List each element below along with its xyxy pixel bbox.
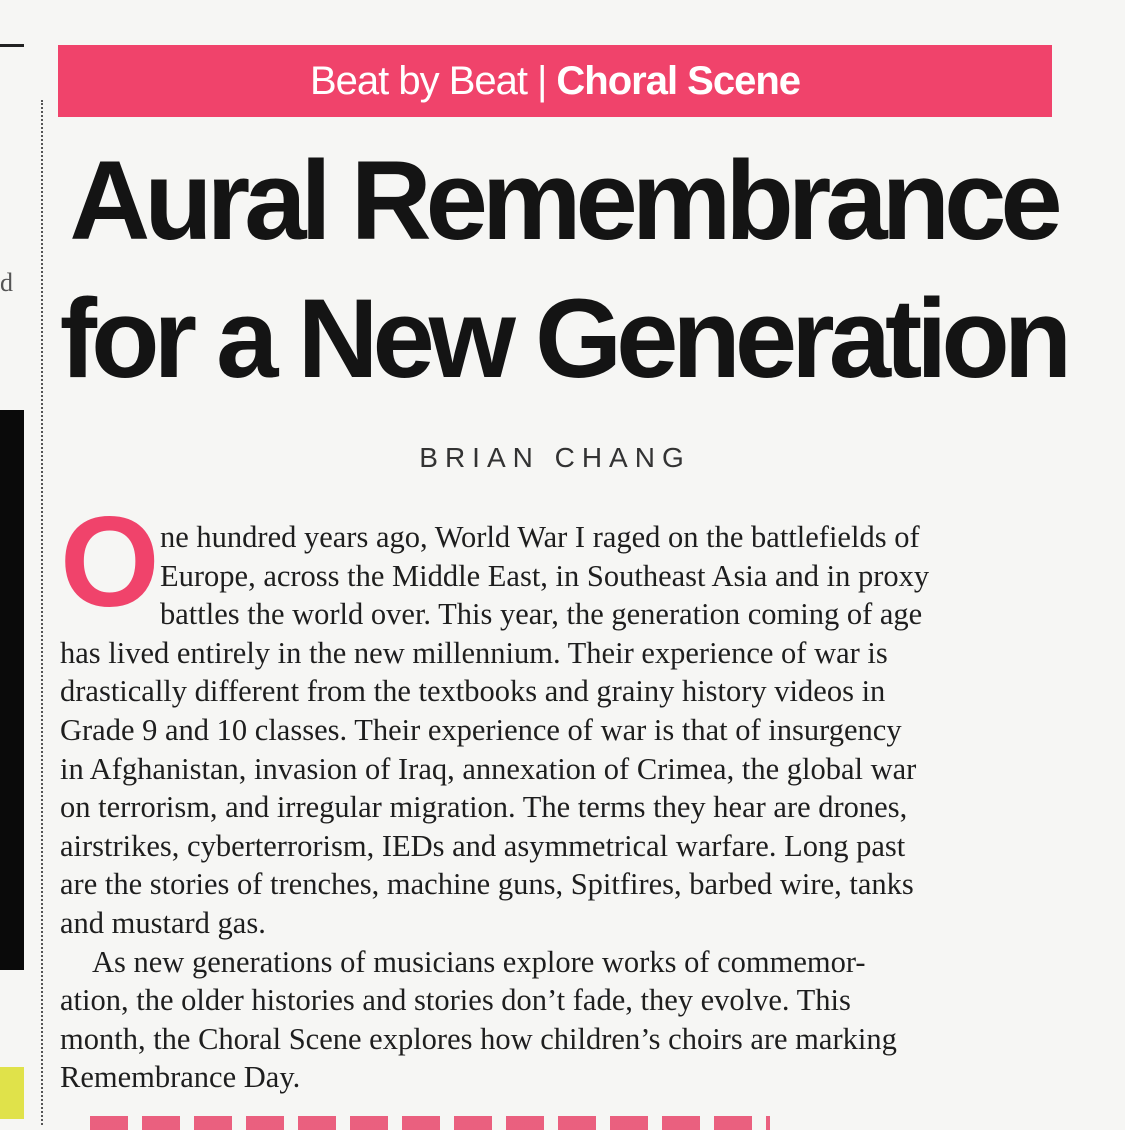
- drop-cap: O: [60, 491, 160, 634]
- body-line: ne hundred years ago, World War I raged on the battlefields of: [160, 520, 920, 554]
- body-line: airstrikes, cyberterrorism, IEDs and asymmetrical warfare. Long past: [60, 828, 906, 863]
- truncated-subheading: [90, 1116, 770, 1130]
- headline-line-1: Aural Remembrance: [69, 138, 1057, 263]
- column-divider: [41, 100, 43, 1125]
- body-line: Grade 9 and 10 classes. Their experience of war is that of insurgency: [60, 712, 902, 747]
- body-line: are the stories of trenches, machine guns, Spitfires, barbed wire, tanks: [60, 867, 914, 902]
- body-line: drastically different from the textbooks and grainy history videos in: [60, 674, 886, 709]
- headline: [58, 132, 1068, 408]
- column-rule: [0, 44, 24, 47]
- body-line: has lived entirely in the new millennium. Their experience of war is: [60, 635, 888, 670]
- body-line: Europe, across the Middle East, in Southeast Asia and in proxy: [160, 558, 930, 593]
- section-banner: [58, 45, 1052, 117]
- previous-column-photo: [0, 410, 24, 970]
- section-name: Choral Scene: [556, 58, 801, 103]
- column-name: Beat by Beat: [309, 58, 527, 103]
- article-body: [60, 518, 1052, 1097]
- body-line: on terrorism, and irregular migration. The terms they hear are drones,: [60, 790, 908, 825]
- byline: BRIAN CHANG: [419, 442, 691, 473]
- body-line: As new generations of musicians explore works of commemor-: [92, 944, 866, 979]
- body-line: in Afghanistan, invasion of Iraq, annexation of Crimea, the global war: [60, 751, 917, 786]
- previous-column-fragment: d: [0, 268, 13, 297]
- banner-separator: |: [537, 58, 547, 103]
- body-line: and mustard gas.: [60, 905, 266, 940]
- body-line: Remembrance Day.: [60, 1060, 301, 1095]
- body-line: month, the Choral Scene explores how children’s choirs are marking: [60, 1021, 897, 1056]
- previous-column-highlight: [0, 1067, 24, 1119]
- body-line: battles the world over. This year, the generation coming of age: [160, 597, 923, 632]
- body-line: ation, the older histories and stories don’t fade, they evolve. This: [60, 983, 851, 1018]
- headline-line-2: for a New Generation: [59, 276, 1067, 401]
